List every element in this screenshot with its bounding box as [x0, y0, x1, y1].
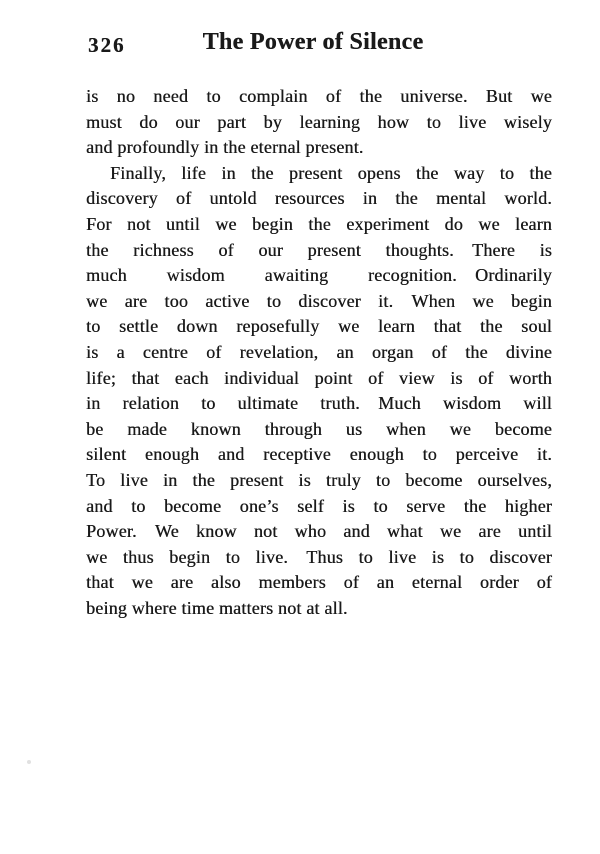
text-line: Power. We know not who and what we are until — [86, 521, 552, 542]
text-line: to settle down reposefully we learn that the soul — [86, 316, 552, 337]
text-line: and to become one’s self is to serve the higher — [86, 495, 552, 516]
text-line: and profoundly in the eternal present. — [86, 137, 364, 158]
text-line: the richness of our present thoughts. There is — [86, 239, 552, 260]
text-line: being where time matters not at all. — [86, 597, 348, 618]
text-line: that we are also members of an eternal order of — [86, 572, 552, 593]
text-line: we thus begin to live. Thus to live is to discover — [86, 546, 552, 567]
text-line: To live in the present is truly to become ourselves, — [86, 469, 552, 490]
text-line: we are too active to discover it. When we begin — [86, 290, 552, 311]
scan-speck — [27, 760, 31, 764]
text-line: For not until we begin the experiment do we learn — [86, 213, 552, 234]
text-line: is a centre of revelation, an organ of the divine — [86, 341, 552, 362]
text-line: life; that each individual point of view is of worth — [86, 367, 552, 388]
text-line: Finally, life in the present opens the way to the — [110, 162, 552, 183]
text-line: must do our part by learning how to live wisely — [86, 111, 552, 132]
text-line: much wisdom awaiting recognition. Ordinarily — [86, 265, 552, 286]
page-header — [86, 29, 552, 61]
text-line: is no need to complain of the universe. But we — [86, 86, 552, 106]
text-line: discovery of untold resources in the mental world. — [86, 188, 552, 209]
page-title: The Power of Silence — [202, 29, 424, 55]
text-line: in relation to ultimate truth. Much wisdom will — [86, 393, 552, 414]
page-number: 326 — [88, 33, 126, 57]
text-line: be made known through us when we become — [86, 418, 552, 439]
text-line: silent enough and receptive enough to perceive it. — [86, 444, 552, 465]
text-block — [86, 84, 552, 621]
